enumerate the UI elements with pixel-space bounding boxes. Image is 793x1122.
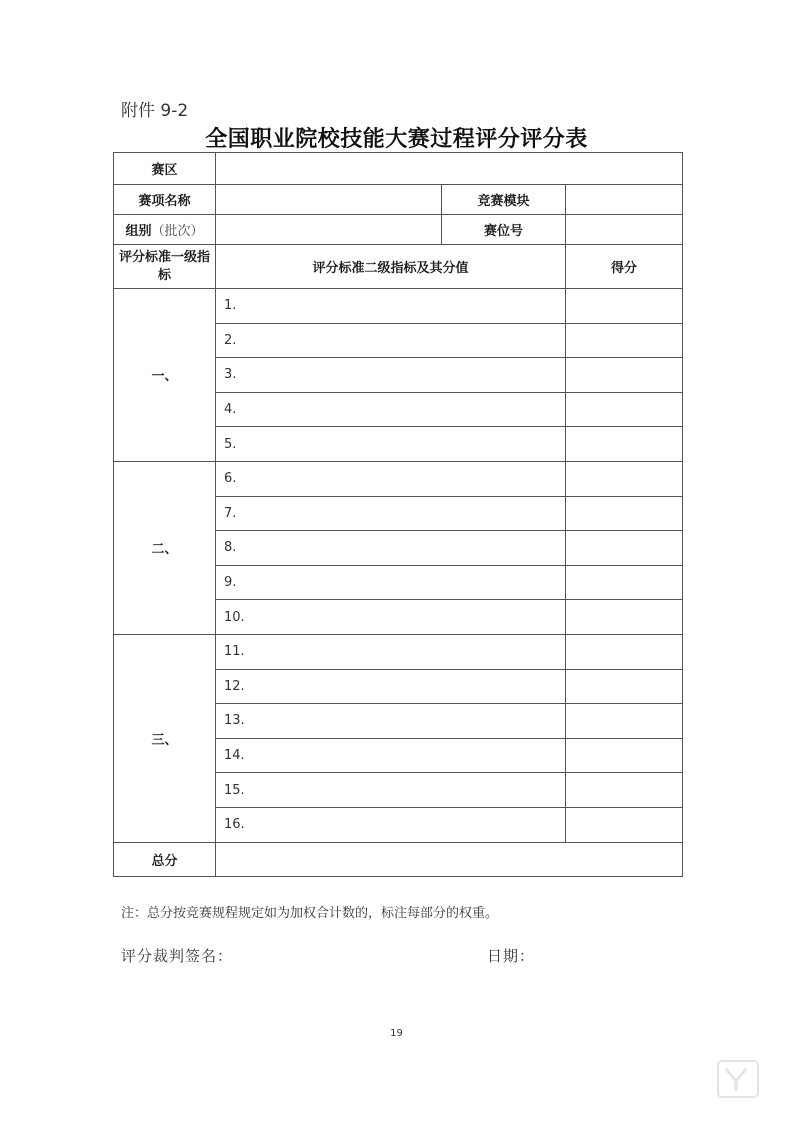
criterion-item[interactable]: 5. bbox=[216, 427, 566, 462]
criterion-item[interactable]: 12. bbox=[216, 669, 566, 704]
score-cell[interactable] bbox=[566, 565, 683, 600]
event-field[interactable] bbox=[216, 185, 442, 215]
event-label: 赛项名称 bbox=[114, 185, 216, 215]
table-row bbox=[114, 634, 683, 669]
criterion-item[interactable]: 7. bbox=[216, 496, 566, 531]
score-cell[interactable] bbox=[566, 600, 683, 635]
section-label: 三、 bbox=[114, 634, 216, 842]
page-title: 全国职业院校技能大赛过程评分评分表 bbox=[205, 127, 588, 152]
criterion-item[interactable]: 16. bbox=[216, 807, 566, 842]
event-row bbox=[114, 185, 683, 215]
criterion-item[interactable]: 9. bbox=[216, 565, 566, 600]
table-row bbox=[114, 461, 683, 496]
criterion-item[interactable]: 13. bbox=[216, 704, 566, 739]
section-label: 二、 bbox=[114, 461, 216, 634]
group-paren-label: （批次） bbox=[151, 224, 204, 239]
group-label-cell bbox=[114, 215, 216, 245]
score-cell[interactable] bbox=[566, 634, 683, 669]
section-label: 一、 bbox=[114, 289, 216, 462]
score-cell[interactable] bbox=[566, 461, 683, 496]
scoring-form-table bbox=[113, 152, 683, 877]
total-field[interactable] bbox=[216, 842, 683, 876]
score-cell[interactable] bbox=[566, 531, 683, 566]
total-label: 总分 bbox=[114, 842, 216, 876]
score-cell[interactable] bbox=[566, 427, 683, 462]
footnote: 注：总分按竞赛规程规定如为加权合计数的，标注每部分的权重。 bbox=[121, 906, 499, 921]
level2-header: 评分标准二级指标及其分值 bbox=[216, 245, 566, 289]
zone-field[interactable] bbox=[216, 153, 683, 185]
score-cell[interactable] bbox=[566, 496, 683, 531]
attachment-label: 附件 9-2 bbox=[121, 101, 189, 121]
score-cell[interactable] bbox=[566, 704, 683, 739]
criterion-item[interactable]: 2. bbox=[216, 323, 566, 358]
score-cell[interactable] bbox=[566, 289, 683, 324]
score-cell[interactable] bbox=[566, 358, 683, 393]
zone-label: 赛区 bbox=[114, 153, 216, 185]
criterion-item[interactable]: 1. bbox=[216, 289, 566, 324]
criterion-item[interactable]: 14. bbox=[216, 738, 566, 773]
criterion-item[interactable]: 10. bbox=[216, 600, 566, 635]
zone-row bbox=[114, 153, 683, 185]
criterion-item[interactable]: 6. bbox=[216, 461, 566, 496]
page-number: 19 bbox=[390, 1028, 403, 1039]
criterion-item[interactable]: 11. bbox=[216, 634, 566, 669]
group-row bbox=[114, 215, 683, 245]
score-cell[interactable] bbox=[566, 738, 683, 773]
seat-field[interactable] bbox=[566, 215, 683, 245]
score-cell[interactable] bbox=[566, 392, 683, 427]
score-cell[interactable] bbox=[566, 773, 683, 808]
watermark-logo-icon bbox=[712, 1055, 764, 1103]
level1-header: 评分标准一级指标 bbox=[114, 245, 216, 289]
score-header: 得分 bbox=[566, 245, 683, 289]
module-label: 竞赛模块 bbox=[442, 185, 566, 215]
seat-label: 赛位号 bbox=[442, 215, 566, 245]
date-label: 日期： bbox=[487, 947, 536, 965]
score-cell[interactable] bbox=[566, 807, 683, 842]
module-field[interactable] bbox=[566, 185, 683, 215]
table-row bbox=[114, 289, 683, 324]
criterion-item[interactable]: 15. bbox=[216, 773, 566, 808]
group-label: 组别 bbox=[125, 224, 152, 239]
score-cell[interactable] bbox=[566, 669, 683, 704]
header-row bbox=[114, 245, 683, 289]
judge-signature-label: 评分裁判签名： bbox=[121, 947, 234, 965]
criterion-item[interactable]: 4. bbox=[216, 392, 566, 427]
total-row bbox=[114, 842, 683, 876]
criterion-item[interactable]: 8. bbox=[216, 531, 566, 566]
group-field[interactable] bbox=[216, 215, 442, 245]
score-cell[interactable] bbox=[566, 323, 683, 358]
criterion-item[interactable]: 3. bbox=[216, 358, 566, 393]
